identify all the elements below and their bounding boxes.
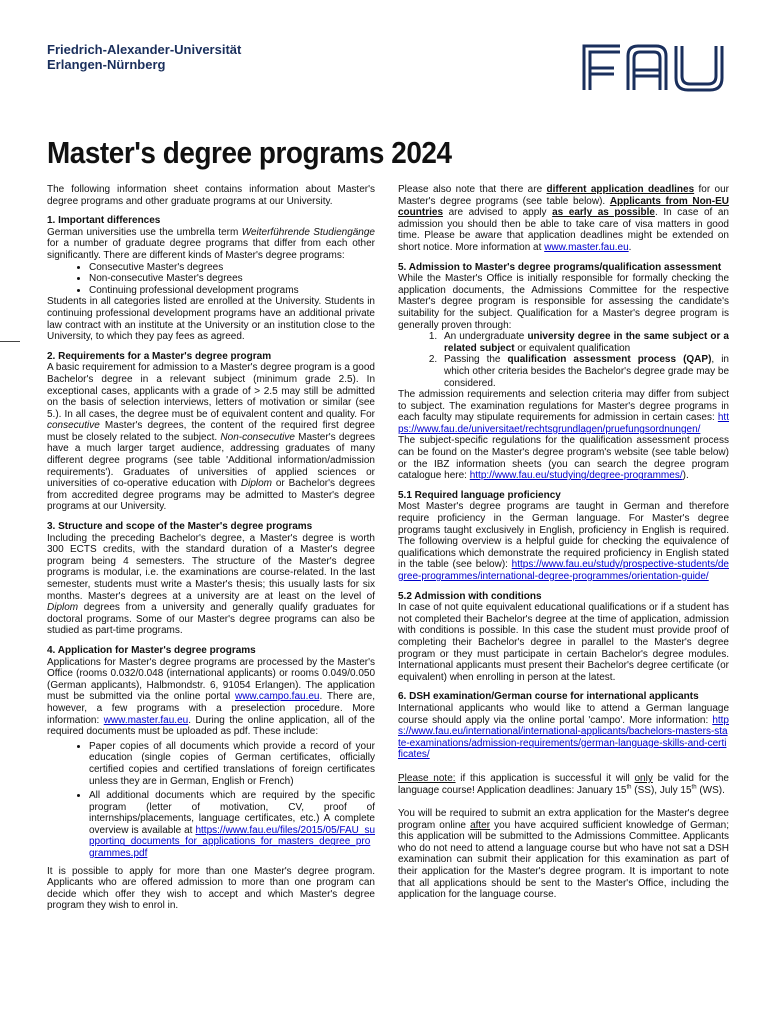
supporting-documents-link[interactable]: https://www.fau.eu/files/2015/05/FAU_supporting_documents_for_applications_for_masters_degree_programmes.pdf — [89, 824, 375, 860]
section-2-text: A basic requirement for admission to a Master's degree program is a good Bachelor's degree in a relevant subject (minimum grade 2.5). In exceptional cases, applicants with a grade of > 2.5 may still be admitted on the basis of selection interviews, letters of motivation or similar (see 5.). In all cases, the degree must be of equivalent content and quality. For consecutive Master's degrees, the content of the required first degree must be closely related to the subject. Non-consecutive Master's degrees have a much larger target audience, addressing graduates of many different degree programs (see table 'Additional information/admission requirements'). Graduates of universities of applied sciences or universities of co-operative education with Diplom or Bachelor's degrees from accredited degree programs may be admitted to Master's degree programs at our University. — [47, 362, 376, 513]
required-documents-list — [47, 741, 375, 860]
right-column — [398, 184, 729, 901]
examination-regulations-link[interactable]: https://www.fau.de/universitaet/rechtsgrundlagen/pruefungsordnungen/ — [398, 412, 729, 435]
list-item: • Consecutive Master's degrees — [89, 262, 375, 274]
left-column — [47, 184, 375, 912]
section-5-text-2: The admission requirements and selection criteria may differ from subject to subject. The examination regulations for Master's degree programs in each faculty may stipulate requirements for admission in certain cases: https://www.fau.de/universitaet/rechtsgrundlagen/pruefungsordnungen/ — [398, 389, 729, 435]
qualification-list — [398, 331, 729, 389]
section-6-text: International applicants who would like to attend a German language course should apply via the online portal 'campo'. More information: https://www.fau.eu/international/international-applicants/bachelors-masters-state-examinations/admission-requirements/german-language-skills-and-certificates/ — [398, 702, 729, 761]
section-3-text: Including the preceding Bachelor's degree, a Master's degree is worth 300 ECTS credits, with the standard duration of a Master's degree program being 4 semesters. The structure of the Master's degree programs is modular, i.e. the examinations are course-related. In the last semester, students must write a Master's thesis; this usually lasts for six months. Master's degrees at a university are at least on the level of Diplom degrees from a university and generally qualify graduates for doctoral programs. Some of our Master's degree programs can also be studied as part-time programs. — [47, 532, 375, 637]
section-1-text-2: Students in all categories listed are enrolled at the University. Students in continuing professional development programs have an additional private law contract with an institute at the University or an institution close to the University, to which they pay fees as agreed. — [47, 296, 375, 343]
section-4-text-2: It is possible to apply for more than one Master's degree program. Applicants who are offered admission to more than one program can decide which offer they wish to accept and which Master's degree program they wish to enrol in. — [47, 865, 375, 912]
section-5-2-text: In case of not quite equivalent educational qualifications or if a student has not completed their Bachelor's degree at the time of application, admission with conditions is possible. In this case the student must provide proof of completing their Bachelor's degree in parallel to the Master's degree program or they must participate in certain Bachelor's degree modules. International applicants must present their Bachelor's degree certificate (or equivalent) when enrolling in person at the latest. — [398, 602, 729, 683]
university-name-line2: Erlangen-Nürnberg — [47, 57, 166, 72]
extra-application-paragraph: You will be required to submit an extra application for the Master's degree program online after you have acquired sufficient knowledge of German; this application will be submitted to the Admissions Committee. Applicants who do not need to attend a language course but who have not sat a DSH examination can submit their application for this examination as part of their application for the Master's degree program. It is important to note that all applications should be sent to the Master's Office, including the application for the language course. — [398, 808, 730, 901]
campo-link[interactable]: www.campo.fau.eu — [234, 691, 320, 703]
university-name — [47, 42, 241, 72]
list-item: 2. Passing the qualification assessment process (QAP), in which other criteria besides the Bachelor's degree grade may be considered. — [440, 354, 729, 389]
list-item: • Non-consecutive Master's degrees — [89, 273, 375, 285]
german-language-link[interactable]: https://www.fau.eu/international/international-applicants/bachelors-masters-state-examinations/admission-requirements/german-language-skills-and-certificates/ — [398, 714, 729, 761]
deadlines-paragraph: Please also note that there are different application deadlines for our Master's degree programs (see table below). Applicants from Non-EU countries are advised to apply as early as possible. In case of an admission you should then be able to take care of visa matters in good time. Please be aware that application deadlines might be extended on short notice. More information at www.master.fau.eu. — [398, 184, 730, 253]
list-item: • All additional documents which are required by the specific program (letter of motivation, CV, proof of internships/placements, language certificates, etc.) A complete overview is available at https://www.fau.eu/files/2015/05/FAU_supporting_documents_for_applications_for_masters_degree_programmes.pdf — [89, 790, 375, 860]
fau-logo — [580, 42, 728, 92]
section-1-text: German universities use the umbrella term Weiterführende Studiengänge for a number of graduate degree programs that differ from each other significantly. There are different kinds of Master's degree programs: — [47, 226, 375, 261]
intro-paragraph: The following information sheet contains information about Master's degree programs and other graduate programs at our University. — [47, 184, 375, 207]
list-item: • Continuing professional development programs — [89, 285, 375, 297]
master-office-link[interactable]: www.master.fau.eu — [544, 241, 629, 253]
section-4-heading: 4. Application for Master's degree programs — [47, 644, 256, 656]
university-name-line1: Friedrich-Alexander-Universität — [47, 42, 242, 57]
section-4-text: Applications for Master's degree programs are processed by the Master's Office (rooms 0.032/0.048 (international applicants) or rooms 0.049/0.050 (German applicants), Halbmondstr. 6, 91054 Erlangen). The application must be submitted via the online portal www.campo.fau.eu. There are, however, a few programs with a preselection procedure. More information: www.master.fau.eu. During the online application, all of the required documents must be uploaded as pdf. These include: — [47, 656, 375, 738]
program-types-list — [47, 262, 375, 297]
orientation-guide-link[interactable]: https://www.fau.eu/study/prospective-students/degree-programmes/international-degree-programmes/orientation-guide/ — [398, 559, 729, 582]
page-title: Master's degree programs 2024 — [47, 135, 452, 170]
section-5-1-heading: 5.1 Required language proficiency — [398, 489, 561, 501]
list-item: 1. An undergraduate university degree in the same subject or a related subject or equivalent qualification — [440, 331, 729, 354]
section-5-text-3: The subject-specific regulations for the qualification assessment process can be found on the Master's degree program's website (see table below) or the IBZ information sheets (you can search the degree program catalogue here: http://www.fau.eu/studying/degree-programmes/). — [398, 435, 729, 482]
section-2-heading: 2. Requirements for a Master's degree program — [47, 350, 272, 362]
section-5-2-heading: 5.2 Admission with conditions — [398, 590, 542, 602]
section-5-heading: 5. Admission to Master's degree programs/qualification assessment — [398, 261, 722, 273]
section-6-heading: 6. DSH examination/German course for international applicants — [398, 691, 699, 703]
language-course-note: Please note: if this application is successful it will only be valid for the language course! Application deadlines: January 15th (SS), July 15th (WS). — [398, 772, 729, 796]
section-5-text: While the Master's Office is initially responsible for formally checking the application documents, the Admissions Committee for the respective Master's degree program is responsible for assessing the candidate's suitability for the subject. Qualification for a Master's degree program is generally proven through: — [398, 273, 729, 331]
master-office-link[interactable]: www.master.fau.eu — [103, 714, 189, 726]
fold-mark — [0, 341, 20, 342]
section-1-heading: 1. Important differences — [47, 215, 161, 227]
section-5-1-text: Most Master's degree programs are taught in German and therefore require proficiency in the German language. For Master's degree programs taught exclusively in English, proficiency in English is required. The following overview is a helpful guide for checking the equivalence of qualifications which demonstrate the required proficiency in English stated in the table (see below): https://www.fau.eu/study/prospective-students/degree-programmes/international-degree-programmes/orientation-guide/ — [398, 501, 729, 582]
degree-programmes-link[interactable]: http://www.fau.eu/studying/degree-programmes/ — [469, 470, 683, 482]
section-3-heading: 3. Structure and scope of the Master's degree programs — [47, 521, 313, 533]
list-item: • Paper copies of all documents which provide a record of your education (single copies of German certificates, officially certified copies and certified translations of foreign certificates unless they are in German, English or French) — [89, 741, 375, 787]
